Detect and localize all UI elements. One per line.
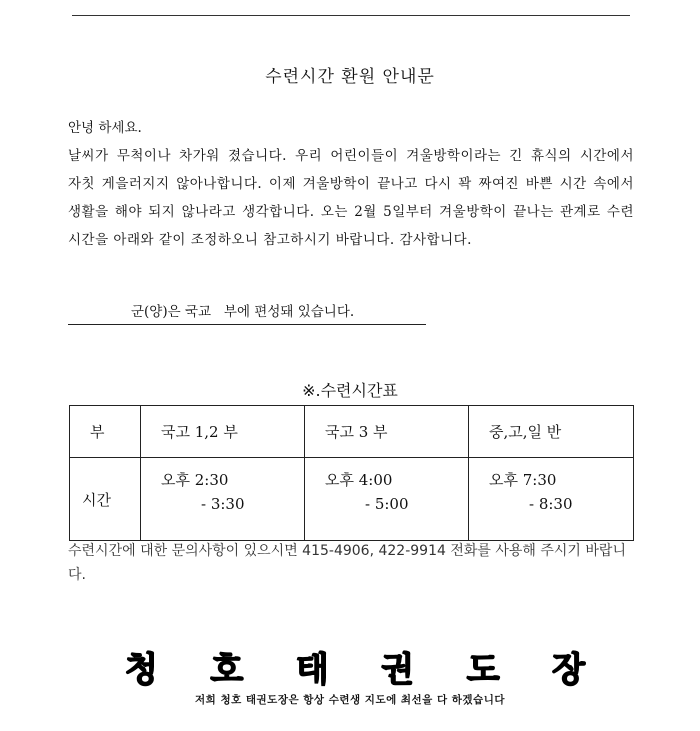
dojang-char-3: 태 xyxy=(295,650,329,690)
group-assignment-notice: 군(양)은 국교 부에 편성돼 있습니다. xyxy=(68,300,426,325)
time-start-3: 오후 7:30 xyxy=(489,471,557,489)
group-cell-2: 국고 3 부 xyxy=(305,406,469,458)
time-start-1: 오후 2:30 xyxy=(161,471,229,489)
document-title: 수련시간 환원 안내문 xyxy=(265,67,435,87)
schedule-table xyxy=(69,405,634,541)
dojang-char-1: 청 xyxy=(125,650,158,690)
dojang-name xyxy=(125,650,585,690)
time-end-2: - 5:00 xyxy=(365,495,409,513)
schedule-header-row xyxy=(70,406,634,458)
schedule-title: ※.수련시간표 xyxy=(302,381,398,400)
dojang-char-4: 권 xyxy=(381,650,415,690)
dojang-slogan: 저희 청호 태권도장은 항상 수련생 지도에 최선을 다 하겠습니다 xyxy=(195,694,505,706)
time-label-cell: 시간 xyxy=(70,458,141,541)
time-cell-3 xyxy=(469,458,634,541)
dojang-char-6: 장 xyxy=(552,650,585,690)
dojang-char-2: 호 xyxy=(210,650,244,690)
group-cell-3: 중,고,일 반 xyxy=(469,406,634,458)
header-label-cell: 부 xyxy=(70,406,141,458)
top-divider xyxy=(72,15,630,16)
greeting-line: 안녕 하세요. xyxy=(68,120,142,136)
time-start-2: 오후 4:00 xyxy=(325,471,393,489)
time-cell-2 xyxy=(305,458,469,541)
time-cell-1 xyxy=(141,458,305,541)
schedule-time-row xyxy=(70,458,634,541)
letter-body xyxy=(68,114,634,254)
time-end-3: - 8:30 xyxy=(529,495,573,513)
group-cell-1: 국고 1,2 부 xyxy=(141,406,305,458)
contact-info: 수련시간에 대한 문의사항이 있으시면 415-4906, 422-9914 전화를 사용해 주시기 바랍니다. xyxy=(68,543,626,583)
dojang-char-5: 도 xyxy=(466,650,500,690)
letter-paragraph: 날씨가 무척이나 차가워 졌습니다. 우리 어린이들이 겨울방학이라는 긴 휴식의 시간에서 자칫 게을러지지 않아나합니다. 이제 겨울방학이 끝나고 다시 꽉 짜여진 바쁜 시간 속에서 생활을 해야 되지 않나라고 생각합니다. 오는 2월 5일부터 겨울방학이 끝나는 관계로 수련 시간을 아래와 같이 조정하오니 참고하시기 바랍니다. 감사합니다. xyxy=(68,148,634,248)
time-end-1: - 3:30 xyxy=(201,495,245,513)
